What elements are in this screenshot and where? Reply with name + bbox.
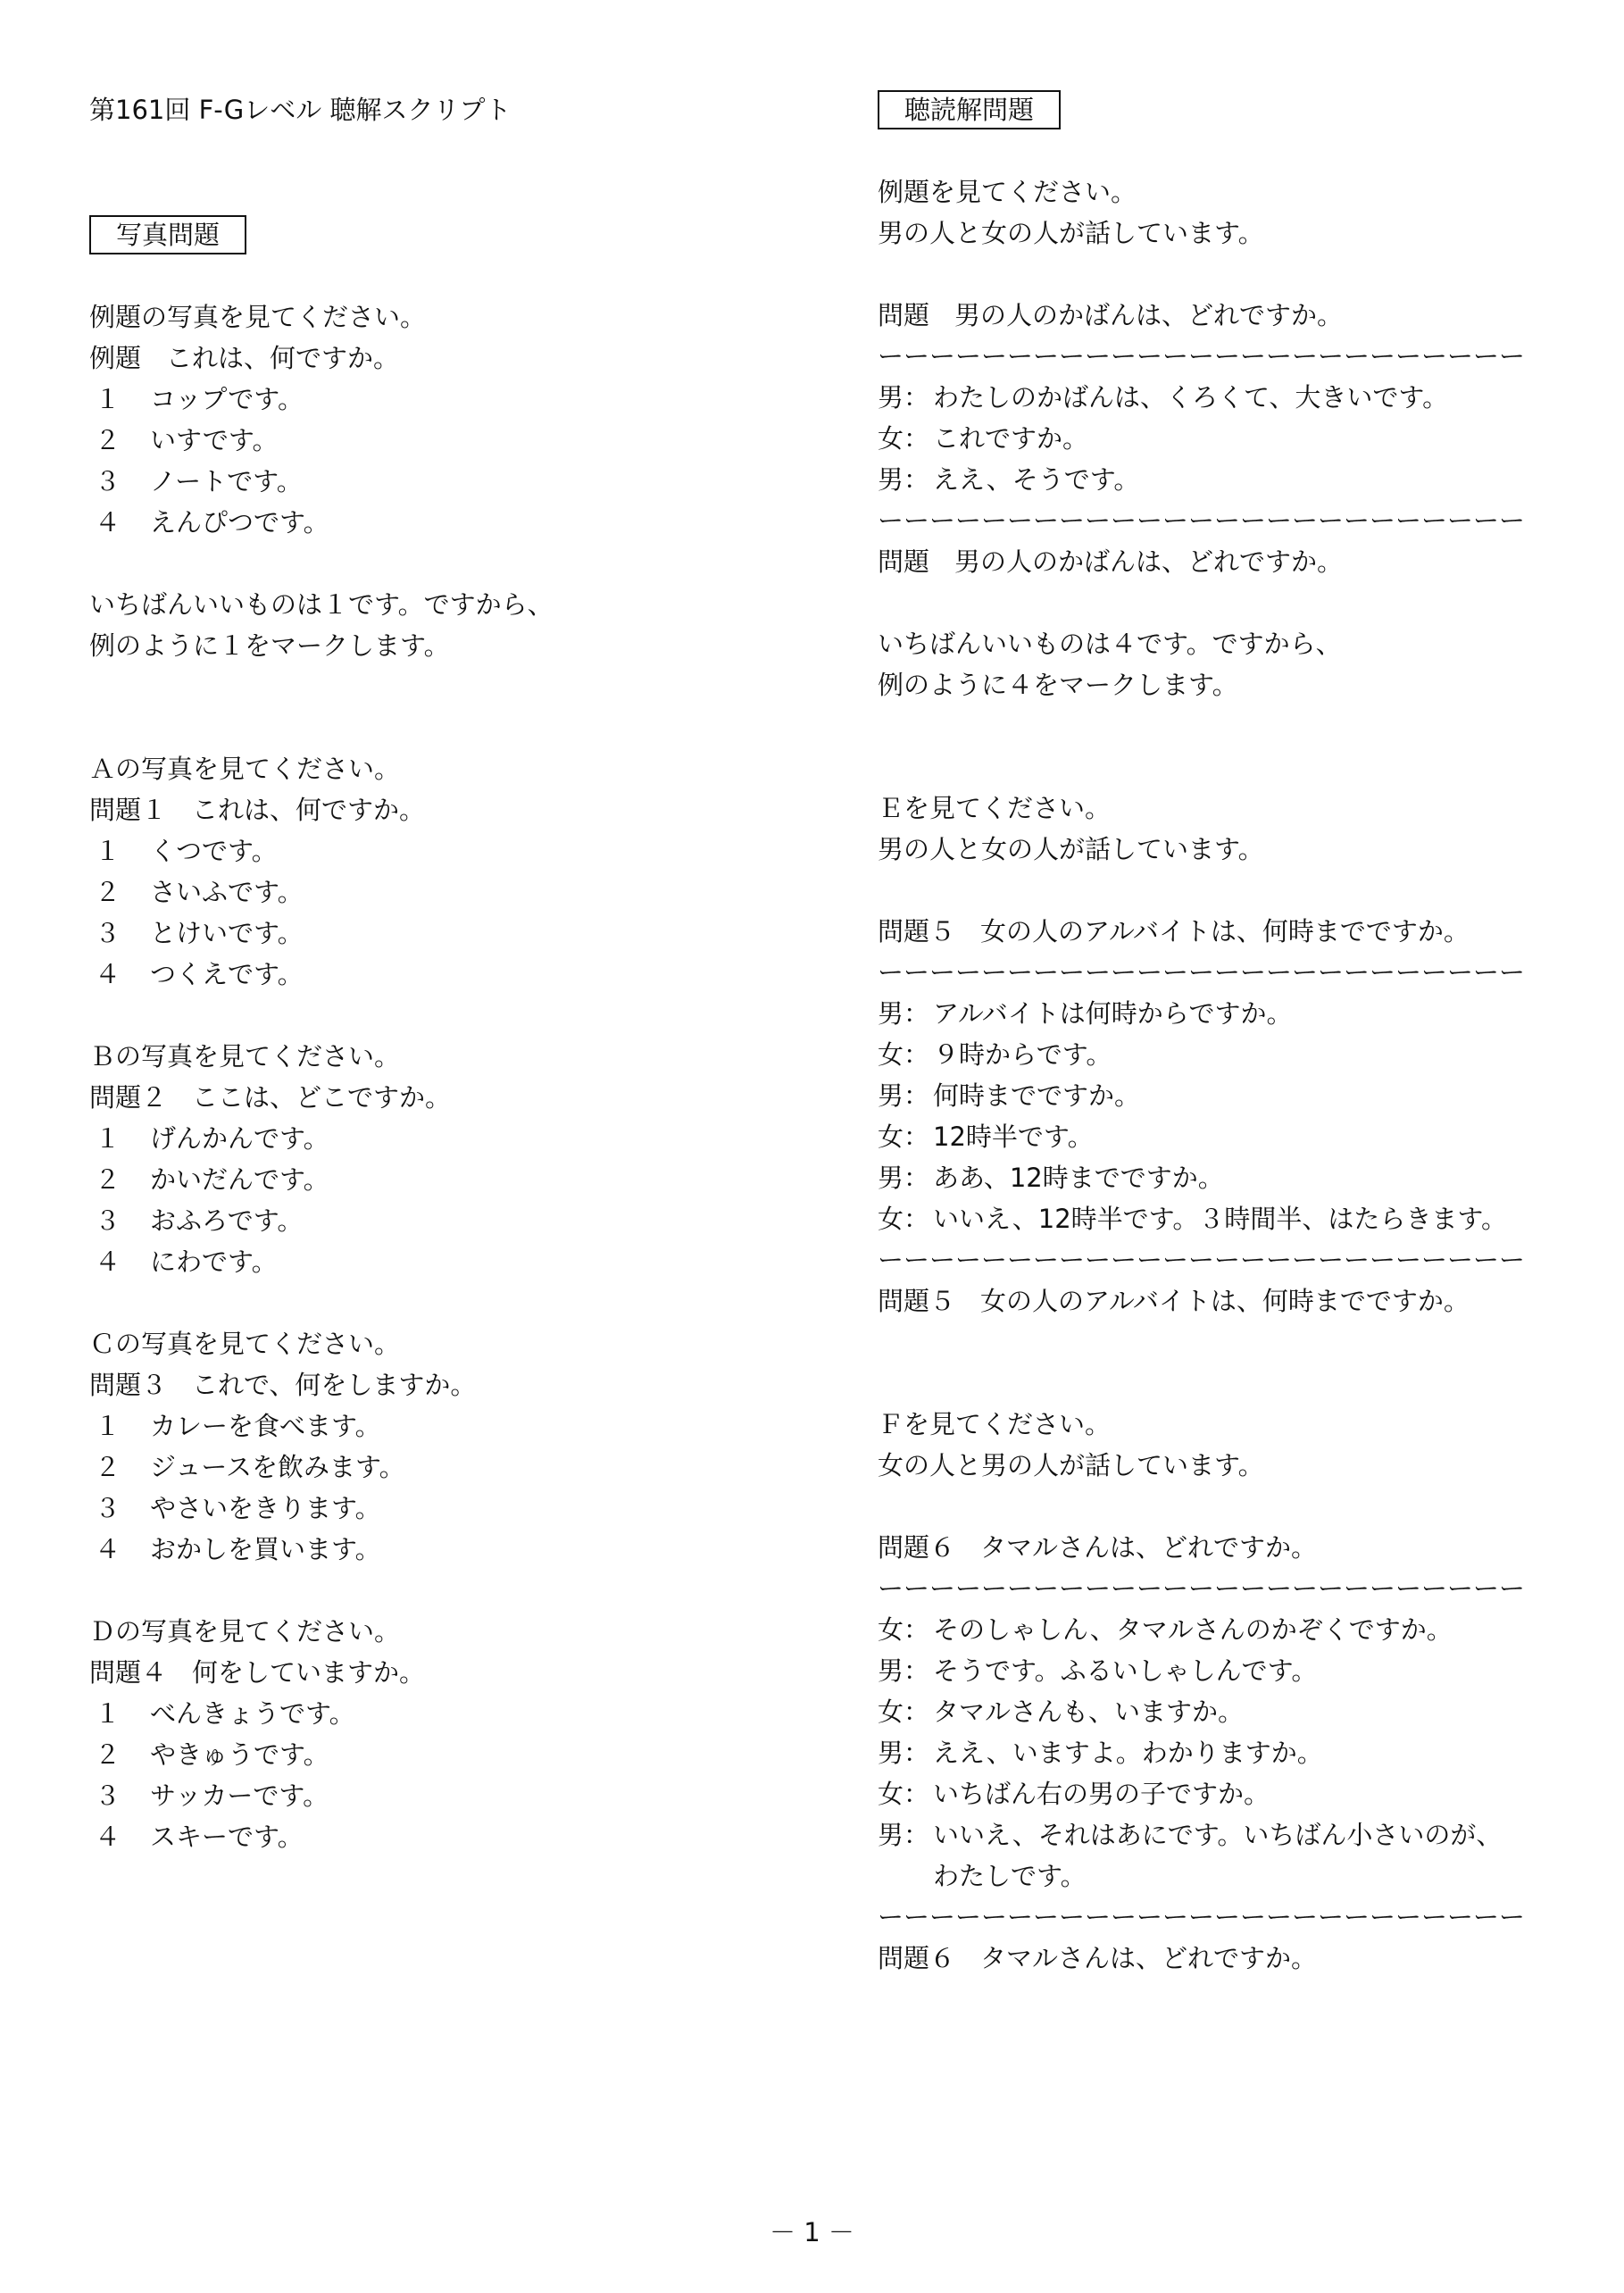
example-answer-note: いちばんいいものは１です。ですから、 <box>89 589 554 620</box>
option: ２ いすです。 <box>95 425 279 455</box>
option: ２ ジュースを飲みます。 <box>95 1452 405 1482</box>
question-text-repeat: 問題５ 女の人のアルバイトは、何時までですか。 <box>878 1286 1470 1316</box>
dialogue-line: 女： これですか。 <box>878 423 1089 454</box>
divider: ーーーーーーーーーーーーーーーーーーーーーーーーー <box>878 505 1526 536</box>
dialogue-line: 女： いいえ、12時半です。３時間半、はたらきます。 <box>878 1204 1508 1234</box>
divider: ーーーーーーーーーーーーーーーーーーーーーーーーー <box>878 1902 1526 1932</box>
option: ４ えんぴつです。 <box>95 507 329 538</box>
dialogue-line: 男： いいえ、それはあにです。いちばん小さいのが、 <box>878 1820 1503 1850</box>
listening-reading-section-heading: 聴読解問題 <box>878 90 1061 129</box>
divider: ーーーーーーーーーーーーーーーーーーーーーーーーー <box>878 341 1526 371</box>
dialogue-line: 女： タマルさんも、いますか。 <box>878 1697 1245 1727</box>
question-text: 問題４ 何をしていますか。 <box>89 1657 426 1688</box>
left-column <box>89 89 821 1857</box>
example-answer-note: いちばんいいものは４です。ですから、 <box>878 629 1342 659</box>
option: １ カレーを食べます。 <box>95 1411 381 1441</box>
document-title: 第161回 F-Gレベル 聴解スクリプト <box>89 95 512 125</box>
question-text: 問題６ タマルさんは、どれですか。 <box>878 1532 1318 1563</box>
option: ４ スキーです。 <box>95 1822 304 1852</box>
example-intro: 例題を見てください。 <box>878 177 1137 207</box>
option: １ くつです。 <box>95 836 278 866</box>
question-intro: Ｅを見てください。 <box>878 793 1112 823</box>
example-question: 問題 男の人のかばんは、どれですか。 <box>878 300 1344 330</box>
question-text-repeat: 問題６ タマルさんは、どれですか。 <box>878 1943 1318 1973</box>
option: ３ とけいです。 <box>95 918 304 948</box>
question-situation: 女の人と男の人が話しています。 <box>878 1450 1264 1480</box>
question-intro: Ｂの写真を見てください。 <box>89 1041 401 1071</box>
example-intro: 例題の写真を見てください。 <box>89 302 427 332</box>
question-text: 問題３ これで、何をしますか。 <box>89 1370 477 1400</box>
dialogue-continuation: わたしです。 <box>933 1861 1087 1891</box>
option: ３ おふろです。 <box>95 1205 304 1236</box>
page-number: － 1 － <box>770 2217 854 2247</box>
example-question-repeat: 問題 男の人のかばんは、どれですか。 <box>878 546 1344 577</box>
option: ２ やきゅうです。 <box>95 1739 329 1770</box>
divider: ーーーーーーーーーーーーーーーーーーーーーーーーー <box>878 1245 1526 1275</box>
dialogue-line: 女： いちばん右の男の子ですか。 <box>878 1779 1270 1809</box>
question-intro: Ｆを見てください。 <box>878 1409 1112 1439</box>
divider: ーーーーーーーーーーーーーーーーーーーーーーーーー <box>878 957 1526 988</box>
photo-section-heading: 写真問題 <box>89 215 246 254</box>
example-situation: 男の人と女の人が話しています。 <box>878 218 1264 248</box>
dialogue-line: 男： 何時までですか。 <box>878 1080 1141 1111</box>
option: ２ かいだんです。 <box>95 1164 329 1195</box>
option: ４ にわです。 <box>95 1247 278 1277</box>
question-intro: Ａの写真を見てください。 <box>89 754 401 784</box>
dialogue-line: 女： ９時からです。 <box>878 1039 1112 1070</box>
dialogue-line: 男： ああ、12時までですか。 <box>878 1163 1224 1193</box>
option: １ げんかんです。 <box>95 1123 329 1154</box>
dialogue-line: 男： アルバイトは何時からですか。 <box>878 998 1293 1029</box>
question-intro: Ｄの写真を見てください。 <box>89 1616 401 1647</box>
right-column <box>878 89 1556 1979</box>
option: ４ つくえです。 <box>95 959 304 989</box>
option: ３ サッカーです。 <box>95 1780 329 1811</box>
question-situation: 男の人と女の人が話しています。 <box>878 834 1264 864</box>
option: ３ やさいをきります。 <box>95 1493 381 1523</box>
dialogue-line: 男： わたしのかばんは、くろくて、大きいです。 <box>878 382 1449 413</box>
example-answer-note: 例のように４をマークします。 <box>878 670 1238 700</box>
question-text: 問題５ 女の人のアルバイトは、何時までですか。 <box>878 916 1470 946</box>
example-question: 例題 これは、何ですか。 <box>89 343 400 373</box>
dialogue-line: 男： ええ、いますよ。わかりますか。 <box>878 1738 1323 1768</box>
question-intro: Ｃの写真を見てください。 <box>89 1329 401 1359</box>
dialogue-line: 女： そのしゃしん、タマルさんのかぞくですか。 <box>878 1614 1453 1645</box>
dialogue-line: 男： ええ、そうです。 <box>878 464 1140 495</box>
question-text: 問題１ これは、何ですか。 <box>89 795 426 825</box>
divider: ーーーーーーーーーーーーーーーーーーーーーーーーー <box>878 1573 1526 1604</box>
option: １ べんきょうです。 <box>95 1698 355 1729</box>
option: ２ さいふです。 <box>95 877 304 907</box>
example-answer-note: 例のように１をマークします。 <box>89 630 450 661</box>
option: ４ おかしを買います。 <box>95 1534 381 1564</box>
dialogue-line: 女： 12時半です。 <box>878 1121 1094 1152</box>
question-text: 問題２ ここは、どこですか。 <box>89 1082 452 1113</box>
option: １ コップです。 <box>95 384 304 414</box>
dialogue-line: 男： そうです。ふるいしゃしんです。 <box>878 1655 1318 1686</box>
option: ３ ノートです。 <box>95 466 303 496</box>
